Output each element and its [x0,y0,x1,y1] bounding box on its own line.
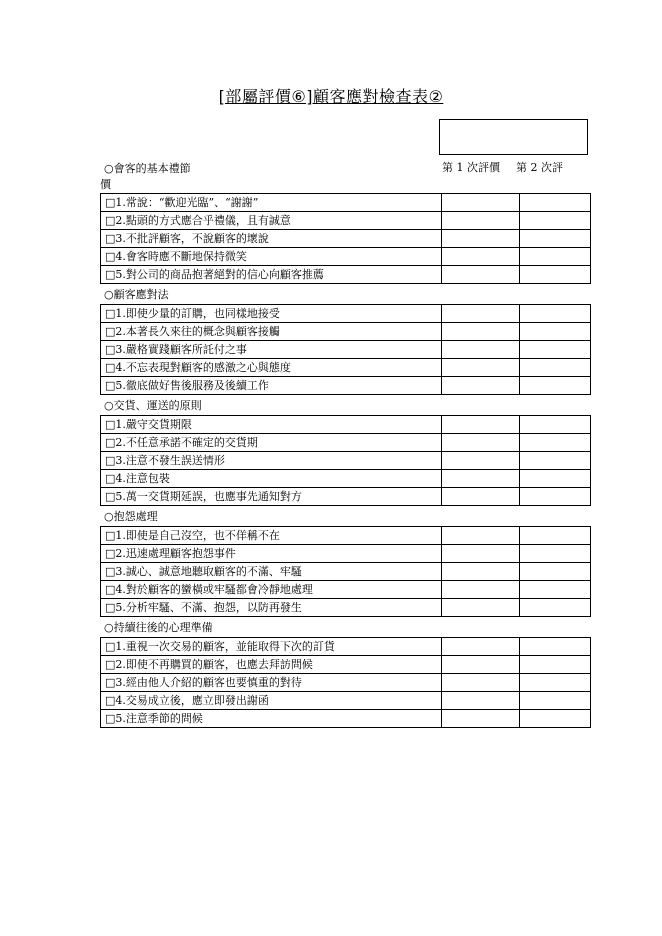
checklist-item[interactable]: □3.經由他人介紹的顧客也要慎重的對待 [101,674,442,692]
eval1-cell[interactable] [442,674,519,692]
checklist-table-basic-etiquette [100,193,591,284]
table-row [101,416,591,434]
eval2-cell[interactable] [519,638,590,656]
checklist-item[interactable]: □1.重視一次交易的顧客，並能取得下次的訂貨 [101,638,442,656]
eval2-cell[interactable] [519,527,590,545]
checklist-table-delivery [100,415,591,506]
signature-box[interactable] [439,119,588,155]
checklist-item[interactable]: □4.對於顧客的蠻橫或牢騷都會冷靜地處理 [101,581,442,599]
checklist-item[interactable]: □4.交易成立後，應立即發出謝函 [101,692,442,710]
checklist-item[interactable]: □2.本著長久來往的概念與顧客接觸 [101,323,442,341]
eval1-cell[interactable] [442,599,519,617]
eval2-cell[interactable] [519,563,590,581]
eval1-cell[interactable] [442,434,519,452]
page-title: [部屬評價⑥]顧客應對檢查表② [218,87,444,106]
eval2-cell[interactable] [519,341,590,359]
checklist-table-follow-up [100,637,591,728]
checklist-item[interactable]: □1.嚴守交貨期限 [101,416,442,434]
checklist-item[interactable]: □5.分析牢騷、不滿、抱怨，以防再發生 [101,599,442,617]
table-row [101,674,591,692]
eval1-cell[interactable] [442,488,519,506]
checklist-table-complaints [100,526,591,617]
table-row [101,266,591,284]
checklist-item[interactable]: □4.注意包裝 [101,470,442,488]
eval2-cell[interactable] [519,692,590,710]
eval1-cell[interactable] [442,266,519,284]
eval1-cell[interactable] [442,581,519,599]
checklist-item[interactable]: □5.萬一交貨期延誤，也應事先通知對方 [101,488,442,506]
eval1-cell[interactable] [442,563,519,581]
eval2-cell[interactable] [519,359,590,377]
checklist-item[interactable]: □5.對公司的商品抱著絕對的信心向顧客推薦 [101,266,442,284]
table-row [101,359,591,377]
eval2-cell[interactable] [519,248,590,266]
table-row [101,545,591,563]
eval1-cell[interactable] [442,230,519,248]
checklist-item[interactable]: □5.注意季節的問候 [101,710,442,728]
eval2-cell[interactable] [519,710,590,728]
eval2-cell[interactable] [519,230,590,248]
table-row [101,488,591,506]
eval1-cell[interactable] [442,305,519,323]
checklist-item[interactable]: □2.迅速處理顧客抱怨事件 [101,545,442,563]
table-row [101,452,591,470]
checklist-item[interactable]: □3.不批評顧客，不說顧客的壞說 [101,230,442,248]
eval2-cell[interactable] [519,266,590,284]
eval2-cell[interactable] [519,452,590,470]
section-label-follow-up: ○持續往後的心理準備 [104,621,213,634]
table-row [101,470,591,488]
table-row [101,581,591,599]
section-label-complaints: ○抱怨處理 [104,510,158,523]
eval1-cell[interactable] [442,656,519,674]
table-row [101,599,591,617]
eval2-cell[interactable] [519,599,590,617]
table-row [101,527,591,545]
checklist-item[interactable]: □4.會客時應不斷地保持微笑 [101,248,442,266]
checklist-table-customer-handling [100,304,591,395]
section-label-basic-etiquette: ○會客的基本禮節 [104,162,191,175]
eval2-cell[interactable] [519,470,590,488]
section-label-customer-handling: ○顧客應對法 [104,288,169,301]
eval1-cell[interactable] [442,470,519,488]
checklist-item[interactable]: □2.點頭的方式應合乎禮儀，且有誠意 [101,212,442,230]
eval2-cell[interactable] [519,377,590,395]
table-row [101,710,591,728]
checklist-item[interactable]: □1.常說：“歡迎光臨”、“謝謝” [101,194,442,212]
checklist-item[interactable]: □3.嚴格實踐顧客所託付之事 [101,341,442,359]
eval1-cell[interactable] [442,248,519,266]
checklist-item[interactable]: □2.即使不再購買的顧客，也應去拜訪問候 [101,656,442,674]
table-row [101,656,591,674]
eval1-cell[interactable] [442,359,519,377]
eval1-cell[interactable] [442,527,519,545]
eval2-cell[interactable] [519,656,590,674]
eval1-cell[interactable] [442,323,519,341]
eval2-cell[interactable] [519,323,590,341]
table-row [101,563,591,581]
checklist-item[interactable]: □5.徹底做好售後服務及後續工作 [101,377,442,395]
eval2-cell[interactable] [519,488,590,506]
table-row [101,323,591,341]
eval1-cell[interactable] [442,212,519,230]
checklist-item[interactable]: □3.注意不發生誤送情形 [101,452,442,470]
table-row [101,212,591,230]
table-row [101,434,591,452]
table-row [101,230,591,248]
checklist-item[interactable]: □2.不任意承諾不確定的交貨期 [101,434,442,452]
eval1-header: 第 1 次評價 [442,161,500,174]
eval2-cell[interactable] [519,581,590,599]
section-label-delivery: ○交貨、運送的原則 [104,399,202,412]
eval2-cell[interactable] [519,434,590,452]
table-row [101,377,591,395]
eval1-cell[interactable] [442,692,519,710]
table-row [101,692,591,710]
eval1-cell[interactable] [442,638,519,656]
table-row [101,194,591,212]
eval2-cell[interactable] [519,305,590,323]
eval2-cell[interactable] [519,416,590,434]
eval1-cell[interactable] [442,341,519,359]
eval2-cell[interactable] [519,545,590,563]
eval2-cell[interactable] [519,212,590,230]
eval1-cell[interactable] [442,545,519,563]
eval1-cell[interactable] [442,194,519,212]
eval2-cell[interactable] [519,194,590,212]
table-row [101,638,591,656]
eval1-cell[interactable] [442,416,519,434]
eval2-header-wrap: 價 [100,178,111,191]
eval2-header: 第 2 次評 [516,161,563,174]
checklist-item[interactable]: □1.即使是自己沒空，也不佯稱不在 [101,527,442,545]
eval1-cell[interactable] [442,710,519,728]
table-row [101,341,591,359]
eval2-cell[interactable] [519,674,590,692]
table-row [101,248,591,266]
eval1-cell[interactable] [442,377,519,395]
eval1-cell[interactable] [442,452,519,470]
checklist-item[interactable]: □4.不忘表現對顧客的感激之心與態度 [101,359,442,377]
checklist-item[interactable]: □1.即使少量的訂購，也同樣地接受 [101,305,442,323]
table-row [101,305,591,323]
checklist-item[interactable]: □3.誠心、誠意地聽取顧客的不滿、牢騷 [101,563,442,581]
